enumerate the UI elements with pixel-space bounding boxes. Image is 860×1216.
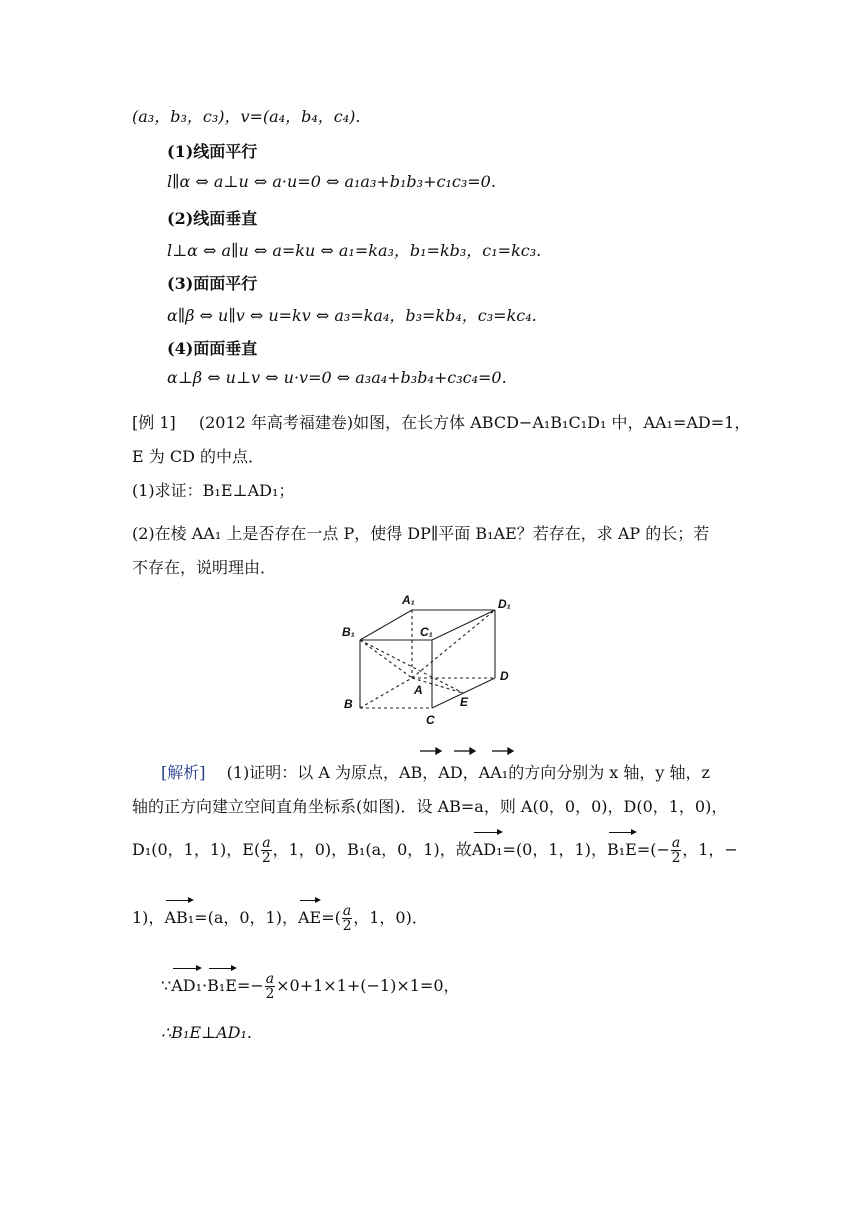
vector-arrows-header: [418, 745, 528, 757]
segment-b1-a: [360, 640, 412, 678]
vector-ae: AE: [297, 908, 322, 927]
intro-line-0: (a₃，b₃，c₃)，v=(a₄，b₄，c₄).: [132, 107, 361, 126]
fraction-a-over-2: [342, 904, 352, 933]
label-a: A: [414, 683, 423, 697]
solution-text-1: (1)证明：以 A 为原点，AB，AD，AA₁的方向分别为 x 轴，y 轴，z: [226, 763, 710, 782]
fraction-numerator: a: [342, 903, 352, 919]
question-2-line-1: (2)在棱 AA₁ 上是否存在一点 P，使得 DP∥平面 B₁AE？若存在，求 AP 的长；若: [132, 524, 710, 543]
text-ae-rest: ，1，0)．: [353, 908, 428, 927]
vector-ad1: AD₁: [171, 976, 202, 995]
solution-tag: [解析]: [161, 763, 206, 782]
label-b: B: [344, 697, 353, 711]
solution-conclusion: ∴B₁E⊥AD₁.: [161, 1023, 252, 1042]
vector-ab1: AB₁: [164, 908, 195, 927]
heading-plane-plane-parallel: (3)面面平行: [167, 274, 258, 293]
fraction-numerator: a: [262, 835, 271, 851]
formula-plane-plane-perpendicular: α⊥β ⇔ u⊥v ⇔ u·v=0 ⇔ a₃a₄+b₃b₄+c₃c₄=0.: [167, 368, 507, 387]
text-ad1-value: =(0，1，1)，: [502, 840, 607, 859]
vector-b1e: B₁E: [606, 840, 637, 859]
formula-plane-plane-parallel: α∥β ⇔ u∥v ⇔ u=kv ⇔ a₃=ka₄，b₃=kb₄，c₃=kc₄.: [167, 306, 537, 325]
text-close: 1)，: [132, 908, 165, 927]
text-dot-product-result: ×0+1×1+(−1)×1=0，: [276, 976, 460, 995]
fraction-denominator: 2: [671, 850, 681, 866]
example-statement-line-2: E 为 CD 的中点．: [132, 447, 265, 466]
because-symbol: ∵: [161, 976, 172, 995]
example-tag: [例 1]: [132, 413, 176, 432]
label-d: D: [500, 669, 509, 683]
heading-plane-plane-perpendicular: (4)面面垂直: [167, 339, 258, 358]
formula-line-plane-parallel: l∥α ⇔ a⊥u ⇔ a·u=0 ⇔ a₁a₃+b₁b₃+c₁c₃=0.: [167, 172, 496, 191]
question-1: (1)求证：B₁E⊥AD₁；: [132, 481, 295, 500]
edge-b1-a1: [360, 610, 412, 640]
fraction-a-over-2: [261, 836, 271, 865]
fraction-denominator: 2: [261, 850, 271, 866]
vector-b1e: B₁E: [207, 976, 237, 995]
example-statement-line-1: [132, 410, 750, 433]
formula-line-plane-perpendicular: l⊥α ⇔ a∥u ⇔ a=ku ⇔ a₁=ka₃，b₁=kb₃，c₁=kc₃.: [167, 241, 542, 260]
text-equals-minus: =−: [236, 976, 264, 995]
fraction-a-over-2: [671, 836, 681, 865]
vector-ad1: AD₁: [471, 840, 503, 859]
question-2-line-2: 不存在，说明理由．: [132, 558, 277, 577]
text-d1-e: D₁(0，1，1)，E(: [132, 840, 261, 859]
edge-b-a: [360, 678, 412, 708]
segment-a-d1: [412, 610, 495, 678]
heading-line-plane-perpendicular: (2)线面垂直: [167, 209, 258, 228]
label-d1: D₁: [498, 597, 511, 611]
fraction-numerator: a: [671, 835, 681, 851]
text-ab1-value: =(a，0，1)，: [194, 908, 298, 927]
label-b1: B₁: [342, 625, 355, 639]
solution-line-2: 轴的正方向建立空间直角坐标系(如图)．设 AB=a，则 A(0，0，0)，D(0，1，0)，: [132, 797, 728, 816]
label-c: C: [426, 713, 435, 727]
fraction-a-over-2: [265, 972, 275, 1001]
label-c1: C₁: [420, 625, 433, 639]
fraction-numerator: a: [265, 971, 275, 987]
solution-line-3: [132, 836, 738, 865]
solution-line-5: [161, 972, 460, 1001]
fraction-denominator: 2: [342, 918, 352, 934]
cuboid-figure: [340, 590, 530, 730]
example-text-1: (2012 年高考福建卷)如图，在长方体 ABCD−A₁B₁C₁D₁ 中，AA₁=AD=1，: [198, 413, 751, 432]
label-a1: A₁: [402, 593, 415, 607]
solution-line-1: [161, 760, 710, 783]
dot-symbol: ·: [201, 976, 208, 995]
text-b1: ，1，0)，B₁(a，0，1)，故: [272, 840, 472, 859]
text-ae-open: =(: [321, 908, 341, 927]
text-b1e-open: =(−: [636, 840, 670, 859]
text-b1e-rest: ，1，−: [682, 840, 738, 859]
label-e: E: [460, 695, 469, 709]
fraction-denominator: 2: [265, 986, 275, 1002]
solution-line-4: [132, 904, 428, 933]
heading-line-plane-parallel: (1)线面平行: [167, 142, 258, 161]
